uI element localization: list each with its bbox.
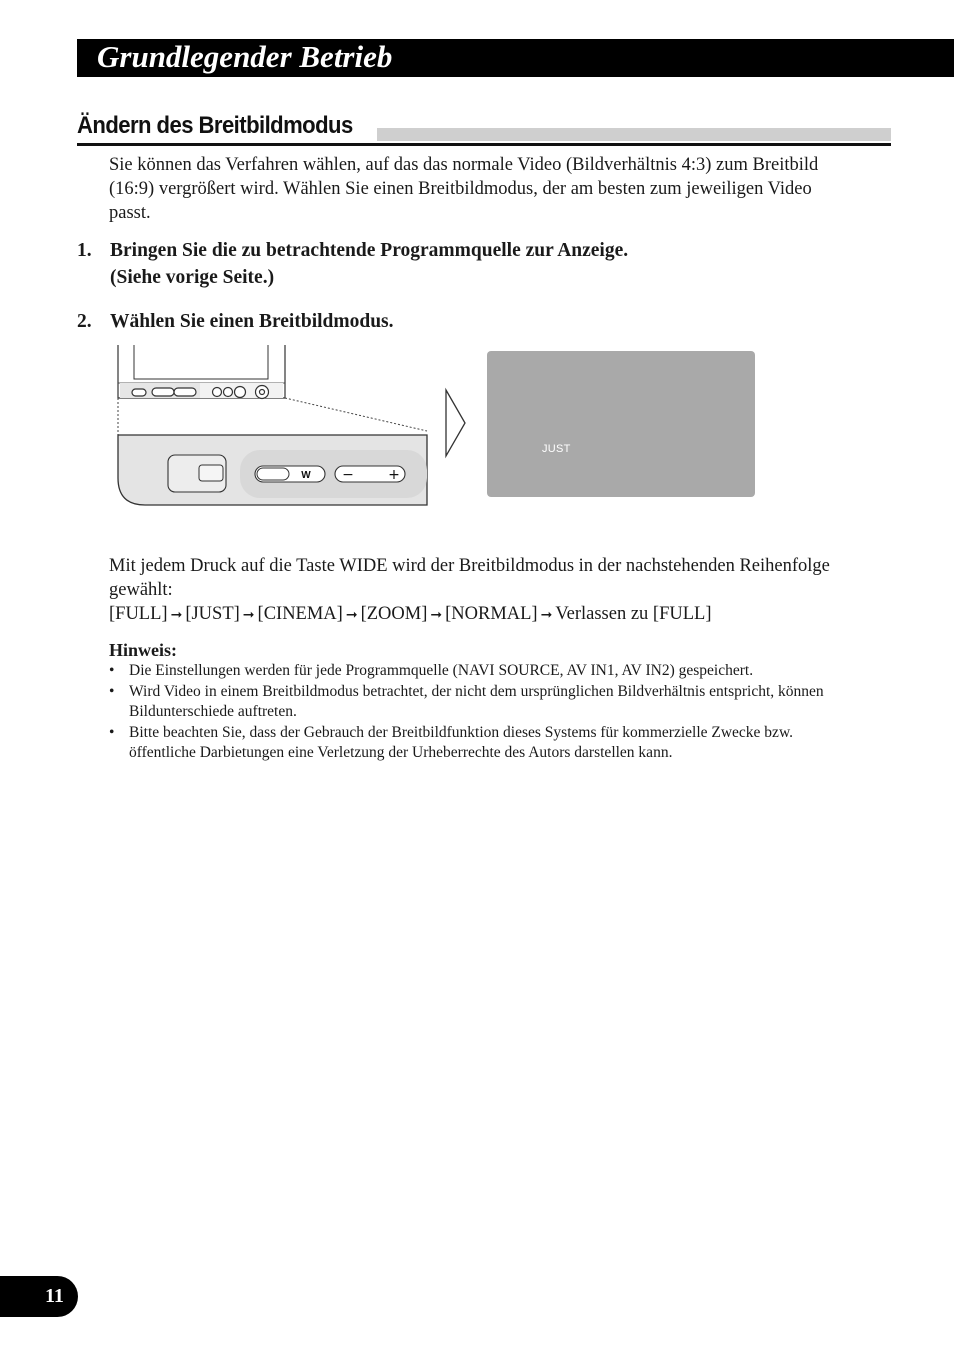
step-number: 1. — [77, 240, 92, 261]
display-screen — [487, 351, 755, 497]
note-text: Bitte beachten Sie, dass der Gebrauch der Breitbildfunktion dieses Systems für kommerzielle Zwecke bzw. öffentliche Darbietungen eine Verletzung der Urheberrechte des Autors darstellen kann. — [129, 723, 794, 761]
note-list — [109, 661, 844, 764]
page-number-tab — [0, 1276, 78, 1317]
sequence-item: [FULL] — [109, 604, 168, 624]
bullet-icon: • — [109, 682, 115, 700]
sequence-item: Verlassen zu [FULL] — [555, 604, 712, 624]
note-item — [109, 682, 844, 723]
step-text: Wählen Sie einen Breitbildmodus. — [110, 311, 394, 332]
monitor-unit — [118, 345, 285, 399]
right-arrow-icon: ➞ — [170, 607, 183, 623]
mode-sequence — [109, 602, 712, 627]
step-text — [110, 237, 628, 291]
sequence-item: [ZOOM] — [360, 604, 428, 624]
sequence-item: [CINEMA] — [257, 604, 343, 624]
note-item — [109, 723, 844, 764]
right-arrow-icon: ➞ — [345, 607, 358, 623]
sequence-item: [NORMAL] — [445, 604, 538, 624]
bullet-icon: • — [109, 723, 115, 741]
intro-paragraph: Sie können das Verfahren wählen, auf das das normale Video (Bildverhältnis 4:3) zum Breitbild (16:9) vergrößert wird. Wählen Sie einen Breitbildmodus, der am besten zum jeweiligen Video passt. — [109, 155, 819, 223]
chapter-title: Grundlegender Betrieb — [97, 39, 393, 74]
enlarged-panel — [118, 435, 427, 505]
right-arrow-icon: ➞ — [540, 607, 553, 623]
step-line: (Siehe vorige Seite.) — [110, 267, 275, 288]
section-title: Ändern des Breitbildmodus — [77, 112, 358, 140]
sequence-item: [JUST] — [185, 604, 240, 624]
note-title: Hinweis: — [109, 640, 178, 660]
heading-rule — [77, 143, 891, 146]
screen-mode-label: JUST — [542, 443, 571, 455]
note-item — [109, 661, 844, 682]
bullet-icon: • — [109, 662, 115, 679]
chapter-header — [77, 39, 954, 77]
step-number: 2. — [77, 311, 92, 332]
step-line: Bringen Sie die zu betrachtende Programmquelle zur Anzeige. — [110, 240, 629, 261]
arrow-icon — [446, 390, 465, 456]
minus-label: − — [342, 467, 354, 483]
heading-shade — [377, 128, 891, 141]
right-arrow-icon: ➞ — [430, 607, 443, 623]
note-text: Wird Video in einem Breitbildmodus betrachtet, der nicht dem ursprünglichen Bildverhältnis entspricht, können Bildunterschiede auftreten. — [129, 682, 824, 720]
right-arrow-icon: ➞ — [242, 607, 255, 623]
plus-label: + — [388, 467, 400, 483]
callout-lines — [118, 398, 427, 435]
section-heading — [77, 112, 891, 147]
page-number: 11 — [45, 1285, 64, 1307]
wide-button-label: W — [301, 470, 311, 481]
note-text: Die Einstellungen werden für jede Programmquelle (NAVI SOURCE, AV IN1, AV IN2) gespeichert. — [129, 662, 754, 679]
body-paragraph: Mit jedem Druck auf die Taste WIDE wird der Breitbildmodus in der nachstehenden Reihenfolge gewählt: — [109, 556, 830, 600]
